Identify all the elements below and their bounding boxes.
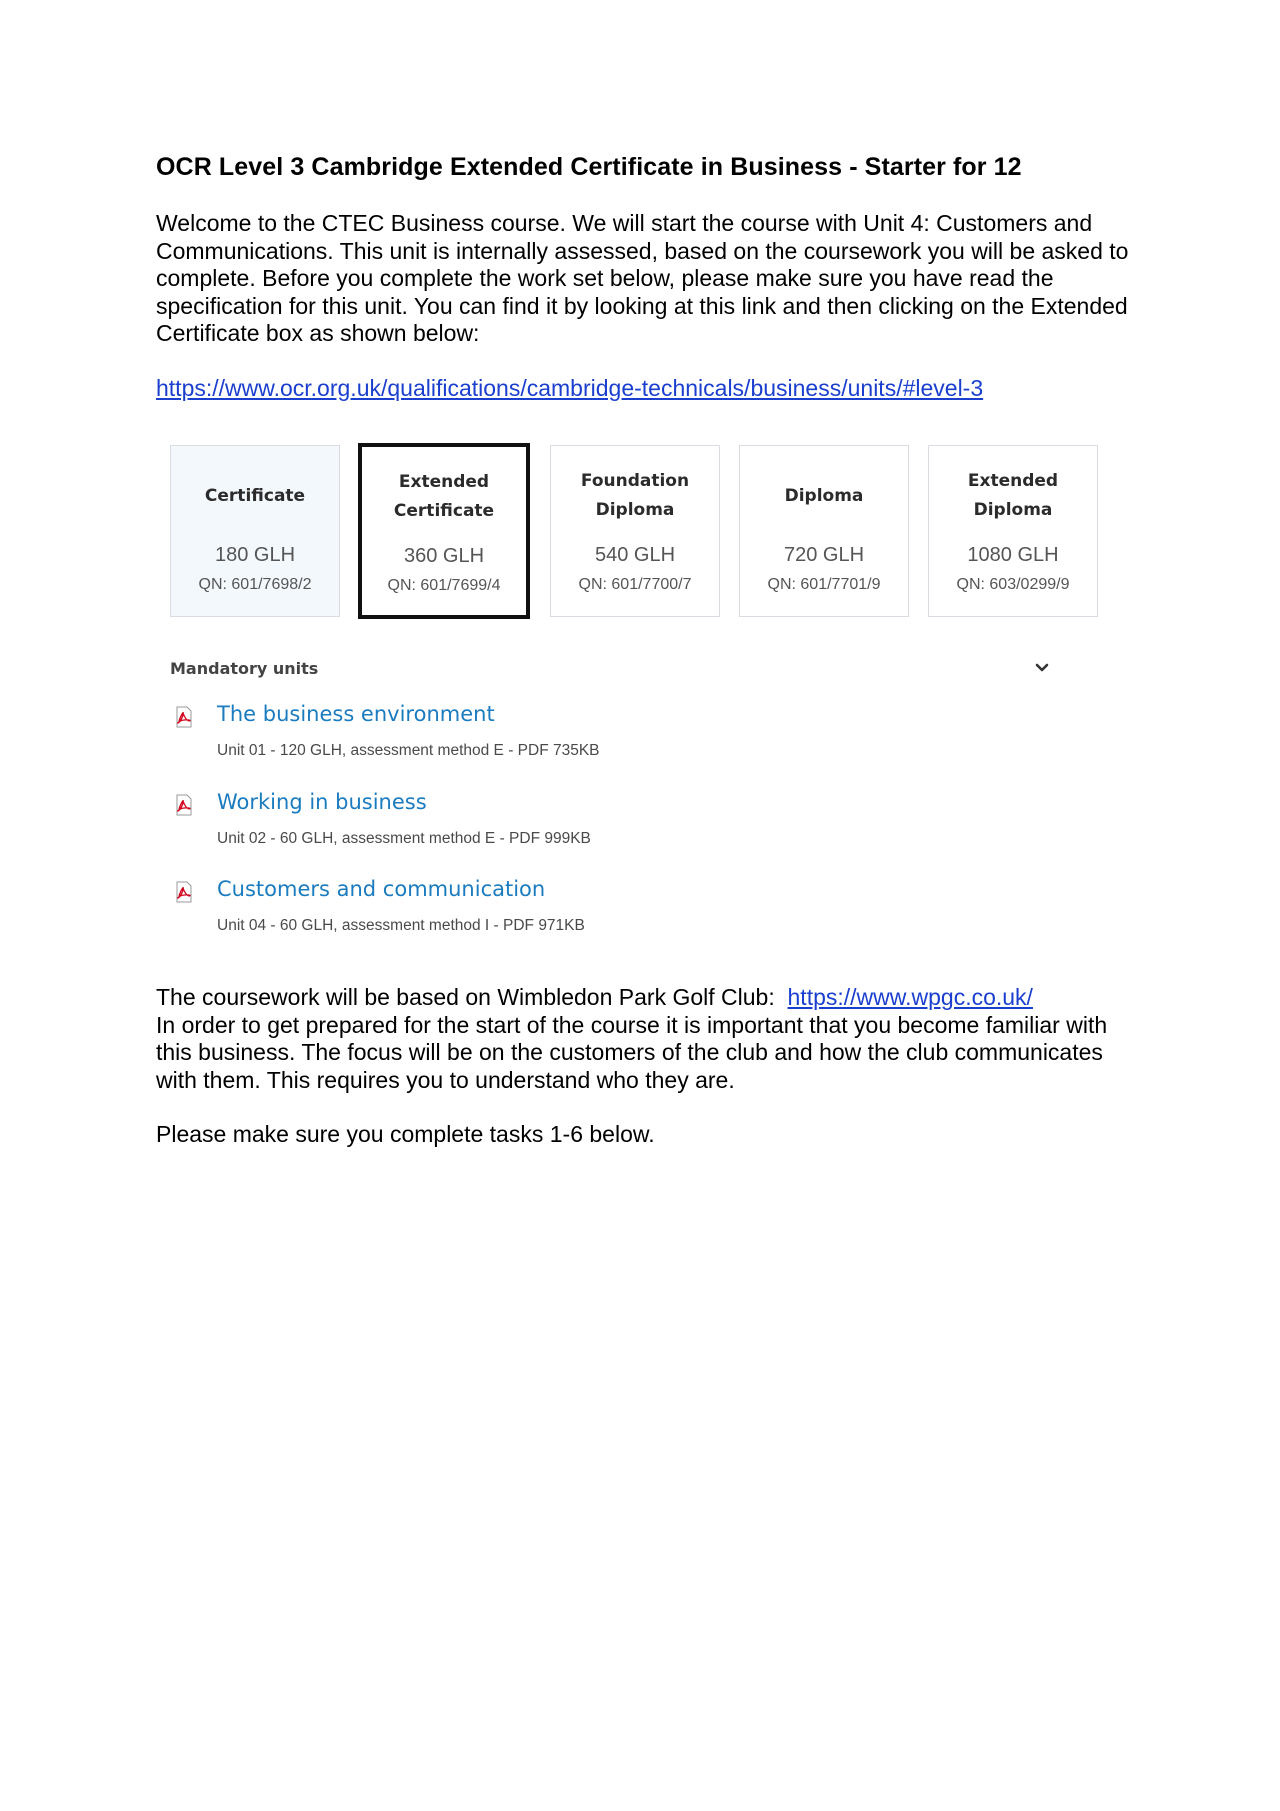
qual-qn: QN: 601/7701/9 bbox=[767, 576, 881, 593]
page-title: OCR Level 3 Cambridge Extended Certificate in Business - Starter for 12 bbox=[156, 153, 1022, 181]
spec-link[interactable]: https://www.ocr.org.uk/qualifications/cambridge-technicals/business/units/#level-3 bbox=[156, 374, 984, 401]
unit-link[interactable]: Customers and communication bbox=[217, 877, 546, 901]
chevron-down-icon[interactable] bbox=[1032, 657, 1052, 677]
qual-glh: 1080 GLH bbox=[967, 544, 1059, 566]
qual-glh: 180 GLH bbox=[214, 544, 296, 566]
mandatory-units-header[interactable] bbox=[170, 659, 1070, 689]
intro-paragraph: Welcome to the CTEC Business course. We will start the course with Unit 4: Customers and Communications. This unit is internally assessed, based on the coursework you will be asked to complete. Before you complete the work set below, please make sure you have read the specification for this unit. You can find it by looking at this link and then clicking on the Extended Certificate box as shown below: bbox=[156, 210, 1129, 346]
tasks-paragraph: Please make sure you complete tasks 1-6 below. bbox=[156, 1121, 655, 1147]
pdf-icon bbox=[174, 881, 194, 903]
coursework-line bbox=[156, 984, 1146, 1012]
coursework-text: The coursework will be based on Wimbledon Park Golf Club: bbox=[156, 984, 775, 1010]
ocr-qualifications-snippet bbox=[170, 445, 1100, 945]
qual-qn: QN: 601/7699/4 bbox=[387, 577, 501, 594]
pdf-icon bbox=[174, 706, 194, 728]
qual-qn: QN: 603/0299/9 bbox=[956, 576, 1070, 593]
qual-name: Extended Diploma bbox=[967, 471, 1059, 520]
unit-link[interactable]: The business environment bbox=[217, 702, 495, 726]
intro-section bbox=[156, 150, 1146, 402]
qual-name: Diploma bbox=[784, 485, 864, 506]
qual-glh: 720 GLH bbox=[783, 544, 865, 566]
coursework-section bbox=[156, 984, 1146, 1149]
mandatory-units-label: Mandatory units bbox=[170, 659, 319, 678]
qual-glh: 360 GLH bbox=[403, 545, 485, 567]
qual-card-foundation-diploma[interactable] bbox=[550, 445, 720, 617]
qual-qn: QN: 601/7700/7 bbox=[578, 576, 692, 593]
qualification-cards bbox=[170, 445, 1100, 621]
qual-name: Certificate bbox=[204, 485, 306, 506]
pdf-icon bbox=[174, 794, 194, 816]
qual-card-extended-diploma[interactable] bbox=[928, 445, 1098, 617]
unit-link[interactable]: Working in business bbox=[217, 790, 427, 814]
qual-name: Extended Certificate bbox=[393, 472, 495, 521]
unit-meta: Unit 04 - 60 GLH, assessment method I - PDF 971KB bbox=[217, 917, 585, 934]
unit-meta: Unit 01 - 120 GLH, assessment method E - PDF 735KB bbox=[217, 742, 600, 759]
unit-meta: Unit 02 - 60 GLH, assessment method E - PDF 999KB bbox=[217, 830, 591, 847]
qual-card-diploma[interactable] bbox=[739, 445, 909, 617]
qual-card-extended-certificate[interactable] bbox=[358, 443, 530, 619]
qual-glh: 540 GLH bbox=[594, 544, 676, 566]
qual-qn: QN: 601/7698/2 bbox=[198, 576, 312, 593]
qual-name: Foundation Diploma bbox=[580, 471, 690, 520]
spec-link-line bbox=[156, 375, 1146, 402]
prep-paragraph: In order to get prepared for the start of the course it is important that you become familiar with this business. The focus will be on the customers of the club and how the club communicates with them. This requires you to understand who they are. bbox=[156, 1011, 1108, 1093]
club-link[interactable]: https://www.wpgc.co.uk/ bbox=[787, 984, 1033, 1010]
qual-card-certificate[interactable] bbox=[170, 445, 340, 617]
